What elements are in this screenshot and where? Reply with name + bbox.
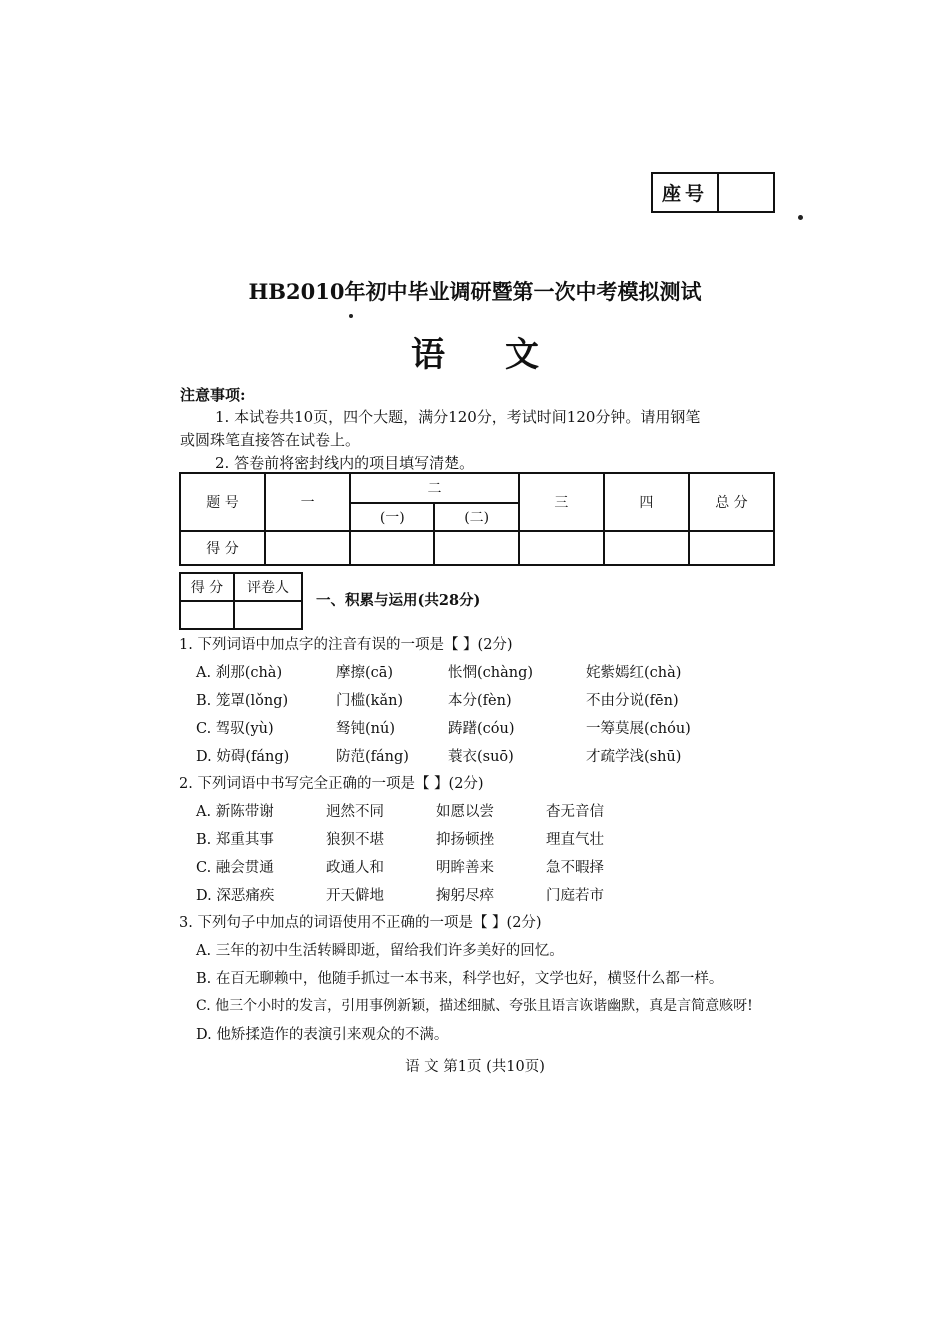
q2-option-b-1: B. 郑重其事: [196, 832, 274, 848]
q2-option-a-4: 杳无音信: [546, 804, 604, 820]
q2-option-c-1: C. 融会贯通: [196, 860, 274, 876]
notice-heading: 注意事项:: [180, 386, 246, 404]
q2-option-c-3: 明眸善来: [436, 860, 494, 876]
grader-box: [179, 572, 303, 630]
q2-option-b-2: 狼狈不堪: [326, 832, 384, 848]
q2-option-b-3: 抑扬顿挫: [436, 832, 494, 848]
score-table-header-4: 四: [604, 473, 689, 531]
q1-option-b-4: 不由分说(fēn): [586, 693, 679, 709]
score-cell-4[interactable]: [604, 531, 689, 565]
question-1-stem: 1. 下列词语中加点字的注音有误的一项是【 】(2分): [179, 637, 513, 653]
q1-option-a-4: 姹紫嫣红(chà): [586, 665, 682, 681]
q3-option-c: C. 他三个小时的发言，引用事例新颖，描述细腻、夸张且语言诙谐幽默，真是言简意赅呀!: [196, 998, 753, 1014]
q2-option-a-3: 如愿以尝: [436, 804, 494, 820]
score-table-row-label: 得 分: [180, 531, 265, 565]
question-3-stem: 3. 下列句子中加点的词语使用不正确的一项是【 】(2分): [179, 915, 542, 931]
grader-score-field[interactable]: [180, 601, 234, 629]
scan-speck: [349, 314, 353, 318]
q1-option-c-3: 踌躇(cóu): [448, 721, 515, 737]
seat-number-label: 座号: [653, 174, 719, 211]
seat-number-field[interactable]: [719, 174, 773, 211]
q2-option-d-2: 开天僻地: [326, 888, 384, 904]
q1-option-d-3: 蓑衣(suō): [448, 749, 514, 765]
score-cell-1[interactable]: [265, 531, 350, 565]
q3-option-b: B. 在百无聊赖中，他随手抓过一本书来，科学也好，文学也好，横竖什么都一样。: [196, 971, 724, 987]
q1-option-b-1: B. 笼罩(lǒng): [196, 693, 289, 709]
q3-option-d: D. 他矫揉造作的表演引来观众的不满。: [196, 1027, 449, 1043]
q1-option-c-2: 驽钝(nú): [336, 721, 395, 737]
scan-speck: [798, 215, 803, 220]
q1-option-b-2: 门槛(kǎn): [336, 693, 404, 709]
q1-option-a-3: 怅惘(chàng): [448, 665, 534, 681]
question-2-stem: 2. 下列词语中书写完全正确的一项是【 】(2分): [179, 776, 484, 792]
page-footer: 语 文 第1页 (共10页): [405, 1059, 545, 1075]
score-table-header-3: 三: [519, 473, 604, 531]
q1-option-d-1: D. 妨碍(fáng): [196, 749, 290, 765]
q1-option-d-4: 才疏学浅(shū): [586, 749, 682, 765]
notice-line-1: 1. 本试卷共10页，四个大题，满分120分，考试时间120分钟。请用钢笔: [215, 408, 701, 426]
q3-option-a: A. 三年的初中生活转瞬即逝，留给我们许多美好的回忆。: [196, 943, 564, 959]
q2-option-a-1: A. 新陈带谢: [196, 804, 274, 820]
q1-option-c-1: C. 驾驭(yù): [196, 721, 274, 737]
score-cell-2a[interactable]: [350, 531, 434, 565]
q2-option-c-4: 急不暇择: [546, 860, 604, 876]
q1-option-a-1: A. 刹那(chà): [196, 665, 283, 681]
q2-option-d-1: D. 深恶痛疾: [196, 888, 275, 904]
q1-option-c-4: 一筹莫展(chóu): [586, 721, 691, 737]
notice-line-3: 2. 答卷前将密封线内的项目填写清楚。: [215, 454, 475, 472]
grader-name-field[interactable]: [234, 601, 302, 629]
grader-name-label: 评卷人: [234, 573, 302, 601]
score-table-header-total: 总 分: [689, 473, 774, 531]
seat-number-box: [651, 172, 775, 213]
score-table: [179, 472, 775, 566]
q2-option-d-3: 掬躬尽瘁: [436, 888, 494, 904]
subject-title: 语文: [411, 335, 599, 375]
notice-line-2: 或圆珠笔直接答在试卷上。: [180, 431, 361, 449]
q1-option-d-2: 防范(fáng): [336, 749, 409, 765]
score-cell-3[interactable]: [519, 531, 604, 565]
exam-title: HB2010年初中毕业调研暨第一次中考模拟测试: [248, 279, 702, 304]
score-table-header-1: 一: [265, 473, 350, 531]
score-table-header-label: 题 号: [180, 473, 265, 531]
grader-score-label: 得 分: [180, 573, 234, 601]
q2-option-d-4: 门庭若市: [546, 888, 604, 904]
q2-option-c-2: 政通人和: [326, 860, 384, 876]
score-table-sub-1: (一): [350, 503, 434, 531]
q2-option-b-4: 理直气壮: [546, 832, 604, 848]
score-cell-total[interactable]: [689, 531, 774, 565]
score-table-sub-2: (二): [434, 503, 518, 531]
q2-option-a-2: 迥然不同: [326, 804, 384, 820]
q1-option-a-2: 摩擦(cā): [336, 665, 394, 681]
score-cell-2b[interactable]: [434, 531, 518, 565]
score-table-header-2: 二: [350, 473, 519, 503]
q1-option-b-3: 本分(fèn): [448, 693, 512, 709]
section-1-title: 一、积累与运用(共28分): [316, 592, 481, 609]
